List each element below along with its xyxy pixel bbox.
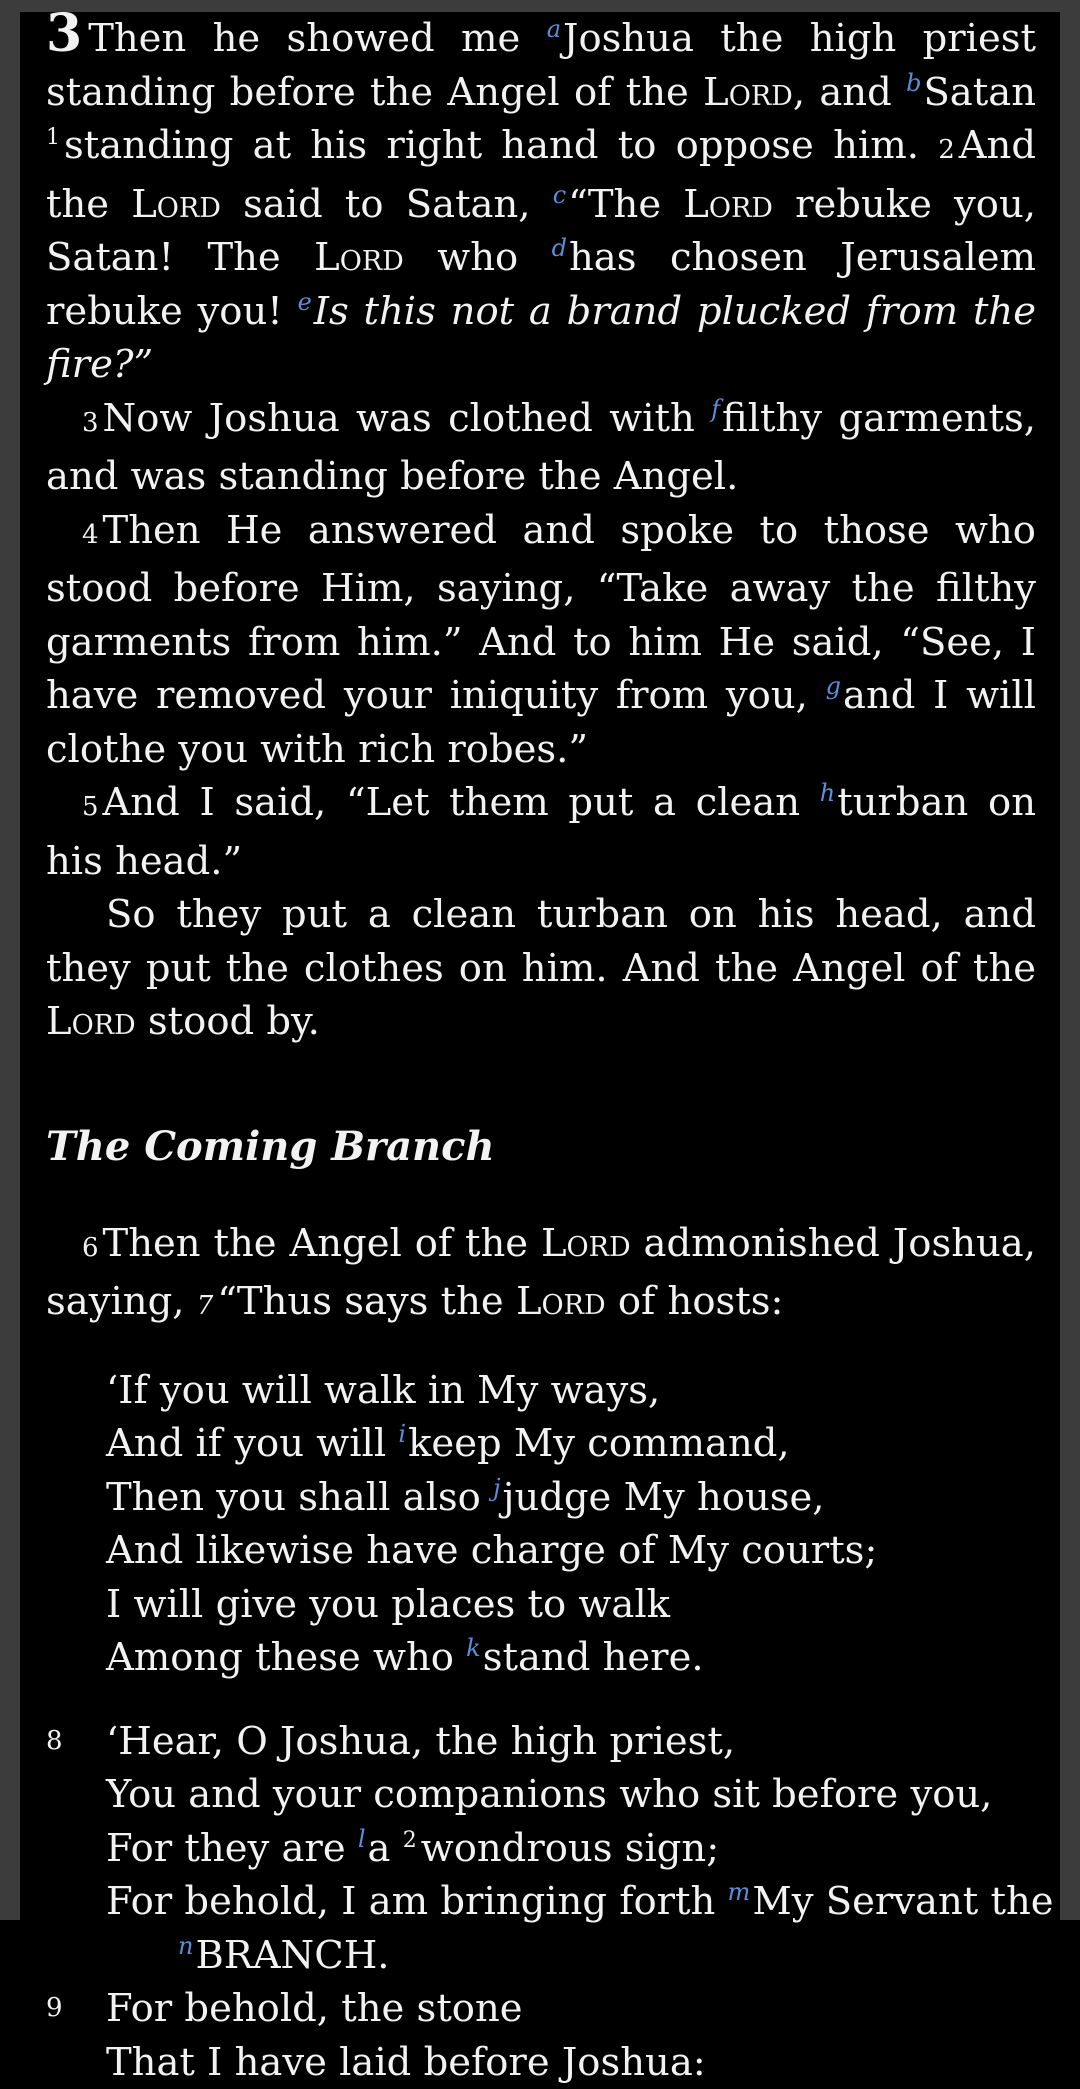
poetry-block-verse-7 [46,1364,1036,1685]
translation-note-marker[interactable]: 2 [403,1828,417,1853]
poem-line: 8 ‘Hear, O Joshua, the high priest, [46,1715,1036,1769]
verse-3: 3 Now Joshua was clothed with $^f$filthy garments, and was standing before the Angel. [46,392,1036,504]
footnote-marker[interactable]: k [466,1634,481,1662]
verse-number: 9 [46,1982,63,2036]
divine-name: Lord [541,1221,631,1266]
footnote-marker[interactable]: g [826,672,841,700]
verse-number: 2 [938,135,955,165]
footnote-marker[interactable]: h [820,779,835,807]
footnote-marker[interactable]: j [493,1474,500,1502]
window-frame-left [0,0,20,1920]
poem-line: You and your companions who sit before you, [46,1768,1036,1822]
divine-name: Lord [46,999,136,1044]
verse-number: 7 [197,1291,214,1321]
poem-line: I will give you places to walk [46,1578,1036,1632]
poem-line: For behold, I am bringing forth $^m$My Servant the [46,1875,1036,1929]
poem-line: 9 For behold, the stone [46,1982,1036,2036]
footnote-marker[interactable]: l [358,1825,366,1853]
poem-line: $^n$BRANCH. [46,1929,1036,1983]
footnote-marker[interactable]: n [178,1932,193,1960]
verse-5-continuation: So they put a clean turban on his head, and they put the clothes on him. And the Angel of the Lord stood by. [46,888,1036,1049]
translation-note-marker[interactable]: 1 [46,125,60,150]
footnote-marker[interactable]: b [906,69,921,97]
poem-line: And likewise have charge of My courts; [46,1524,1036,1578]
verse-6: 6 Then the Angel of the Lord admonished Joshua, saying, 7 “Thus says the Lord of hosts: [46,1217,1036,1334]
divine-name: Lord [683,182,773,227]
verse-number: 6 [82,1233,99,1263]
scripture-page[interactable] [20,12,1060,1920]
poem-line: ‘If you will walk in My ways, [46,1364,1036,1418]
poetry-block-verse-8 [46,1715,1036,2089]
footnote-marker[interactable]: i [398,1420,406,1448]
footnote-marker[interactable]: e [298,288,312,316]
verse-number: 8 [46,1715,63,1769]
window-frame-right [1060,0,1080,1920]
footnote-marker[interactable]: c [553,181,566,209]
footnote-marker[interactable]: a [547,15,561,43]
poem-line: And if you will $^i$keep My command, [46,1417,1036,1471]
verse-1: 3 Then he showed me $^a$Joshua the high priest standing before the Angel of the Lord, and $^b$Satan $^1$ standing at his right hand to oppose him. 2 And the Lord said to Satan, $^c$“The Lord rebuke you, Satan! The Lord who $^d$has chosen Jerusalem rebuke you! $^e$Is this not a brand plucked from the fire?” [46,12,1036,392]
verse-number: 3 [82,408,99,438]
chapter-number: 3 [46,3,82,64]
window-frame-top [0,0,1080,12]
poem-line: For they are $^l$a $^2$ wondrous sign; [46,1822,1036,1876]
divine-name: Lord [703,70,793,115]
verse-4: 4 Then He answered and spoke to those who stood before Him, saying, “Take away the filthy garments from him.” And to him He said, “See, I have removed your iniquity from you, $^g$and I will clothe you with rich robes.” [46,504,1036,777]
poem-line: That I have laid before Joshua: [46,2036,1036,2089]
footnote-marker[interactable]: f [711,395,720,423]
section-heading: The Coming Branch [46,1117,1036,1177]
verse-number: 5 [82,792,99,822]
verse-number: 4 [82,520,99,550]
divine-name: Lord [131,182,221,227]
divine-name: Lord [314,235,404,280]
footnote-marker[interactable]: m [728,1878,751,1906]
poem-line: Then you shall also $^j$judge My house, [46,1471,1036,1525]
poem-line: Among these who $^k$stand here. [46,1631,1036,1685]
verse-5: 5 And I said, “Let them put a clean $^h$turban on his head.” [46,776,1036,888]
reading-content [46,12,1036,2089]
footnote-marker[interactable]: d [552,234,567,262]
divine-name: Lord [516,1279,606,1324]
